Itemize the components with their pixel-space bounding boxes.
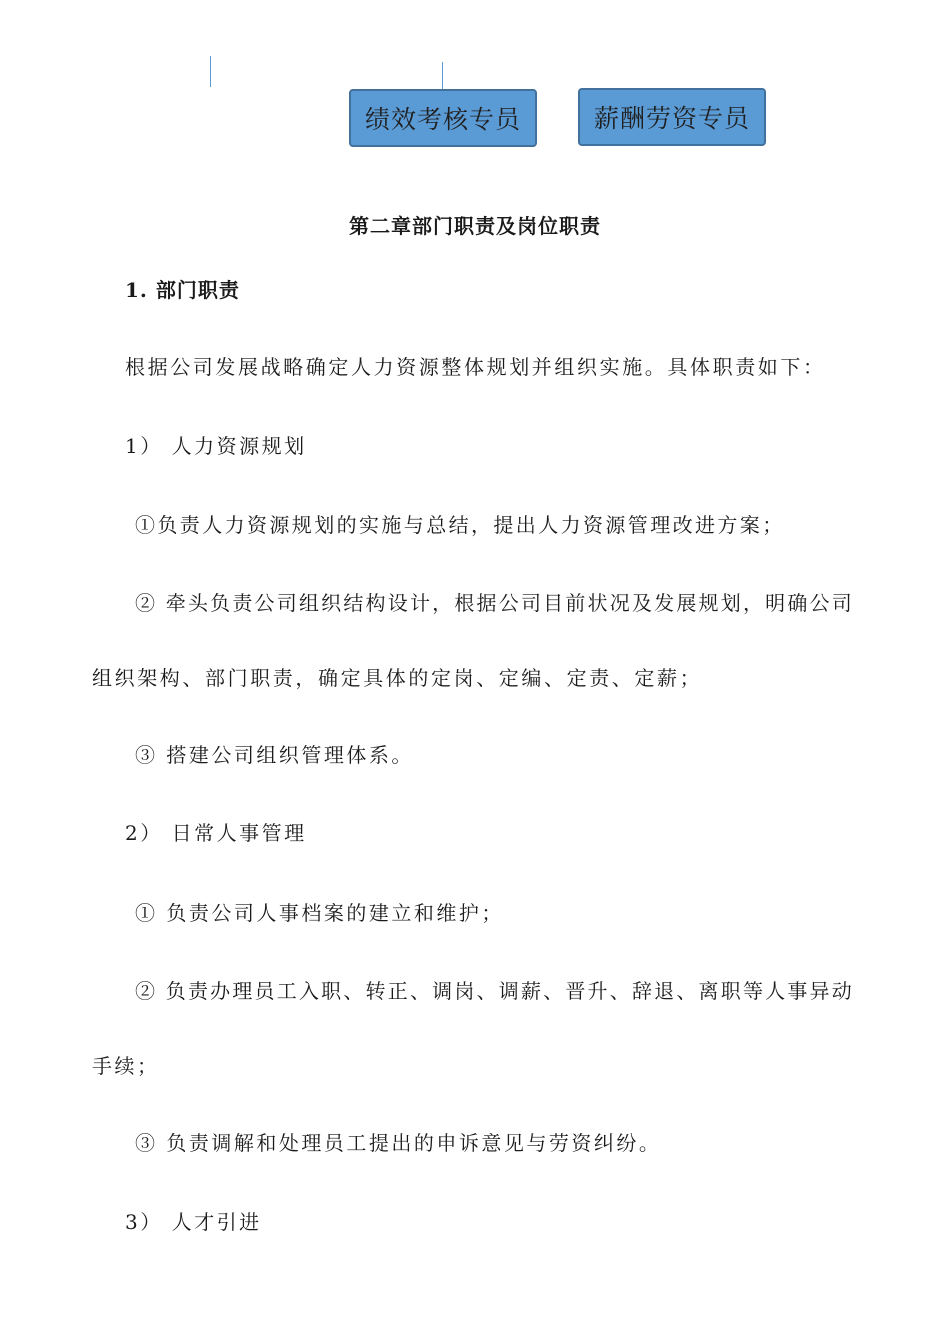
item1-sub3: ③ 搭建公司组织管理体系。: [135, 743, 414, 767]
item1-sub2-line2: 组织架构、部门职责，确定具体的定岗、定编、定责、定薪；: [92, 666, 703, 690]
section-heading: 1. 部门职责: [125, 278, 240, 302]
item1-sub2-line1: ② 牵头负责公司组织结构设计，根据公司目前状况及发展规划，明确公司: [135, 591, 854, 615]
item1-title: 1） 人力资源规划: [125, 434, 307, 458]
org-connector-line-right: [442, 62, 443, 90]
org-box-performance-specialist: 绩效考核专员: [349, 89, 537, 147]
org-box-payroll-specialist: 薪酬劳资专员: [578, 88, 766, 146]
item2-title: 2） 日常人事管理: [125, 821, 307, 845]
item1-sub1: ①负责人力资源规划的实施与总结，提出人力资源管理改进方案；: [135, 513, 785, 537]
item2-sub3: ③ 负责调解和处理员工提出的申诉意见与劳资纠纷。: [135, 1131, 662, 1155]
item3-title: 3） 人才引进: [125, 1210, 262, 1234]
org-connector-line-left: [210, 56, 211, 87]
item2-sub2-line2: 手续；: [92, 1054, 160, 1078]
item2-sub1: ① 负责公司人事档案的建立和维护；: [135, 901, 504, 925]
chapter-title: 第二章部门职责及岗位职责: [349, 214, 601, 238]
item2-sub2-line1: ② 负责办理员工入职、转正、调岗、调薪、晋升、辞退、离职等人事异动: [135, 979, 854, 1003]
intro-paragraph: 根据公司发展战略确定人力资源整体规划并组织实施。具体职责如下：: [125, 355, 826, 379]
